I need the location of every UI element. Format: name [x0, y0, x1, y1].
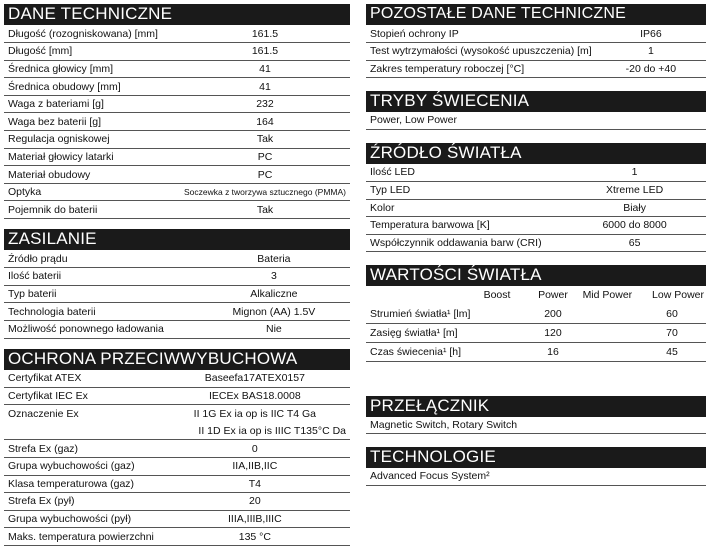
- section-tryby: [366, 91, 706, 130]
- table-row: [366, 181, 706, 199]
- table-row: [4, 78, 350, 96]
- row-label: Materiał obudowy: [4, 166, 180, 184]
- row-value: Alkaliczne: [198, 285, 350, 303]
- row-value: 161.5: [180, 43, 350, 61]
- table-row: [4, 387, 350, 405]
- section-technologie: [366, 447, 706, 486]
- section-ochrona: [4, 349, 350, 546]
- table-header-row: [366, 286, 706, 304]
- row-value: 3: [198, 268, 350, 286]
- spec-table: [4, 25, 350, 219]
- table-row: [4, 183, 350, 201]
- row-value: [577, 342, 638, 361]
- table-row: [366, 25, 706, 43]
- row-label: Materiał głowicy latarki: [4, 148, 180, 166]
- table-row: [4, 320, 350, 338]
- row-value: 16: [529, 342, 577, 361]
- table-row: [4, 440, 350, 458]
- row-label: Oznaczenie Ex: [8, 407, 79, 420]
- row-label: Kolor: [366, 199, 563, 217]
- table-row: [366, 199, 706, 217]
- row-value: Mignon (AA) 1.5V: [198, 303, 350, 321]
- row-value: Nie: [198, 320, 350, 338]
- row-label: Test wytrzymałości (wysokość upuszczenia) [m]: [366, 43, 596, 61]
- table-row: [366, 60, 706, 78]
- row-label: Źródło prądu: [4, 250, 198, 268]
- table-row: [4, 370, 350, 388]
- section-title: POZOSTAŁE DANE TECHNICZNE: [366, 4, 706, 25]
- row-value: Bateria: [198, 250, 350, 268]
- table-row: [4, 148, 350, 166]
- row-label: Średnica głowicy [mm]: [4, 60, 180, 78]
- row-label: Grupa wybuchowości (gaz): [4, 457, 160, 475]
- row-value: 1: [596, 43, 706, 61]
- row-value: 70: [638, 323, 706, 342]
- row-value: II 1G Ex ia op is IIC T4 Ga: [193, 407, 317, 420]
- table-row: [366, 43, 706, 61]
- table-row: [4, 201, 350, 219]
- row-label: Strumień światła¹ [lm]: [366, 304, 482, 323]
- table-row: [4, 528, 350, 546]
- table-row: [4, 457, 350, 475]
- row-value: [577, 304, 638, 323]
- table-row: [4, 475, 350, 493]
- row-value: PC: [180, 148, 350, 166]
- row-label: Czas świecenia¹ [h]: [366, 342, 482, 361]
- table-row: [366, 323, 706, 342]
- table-row: [4, 131, 350, 149]
- row-label: Typ LED: [366, 181, 563, 199]
- table-row: [366, 304, 706, 323]
- section-title: PRZEŁĄCZNIK: [366, 396, 706, 417]
- spec-table: [366, 164, 706, 252]
- row-value: 41: [180, 78, 350, 96]
- section-text: Magnetic Switch, Rotary Switch: [366, 417, 706, 435]
- row-value: 60: [638, 304, 706, 323]
- row-value: PC: [180, 166, 350, 184]
- right-column: [366, 4, 706, 486]
- col-header: Power: [538, 289, 568, 302]
- table-row: [4, 60, 350, 78]
- row-value: [482, 323, 530, 342]
- row-label: Ilość LED: [366, 164, 563, 182]
- row-value: 1: [563, 164, 706, 182]
- table-row: [4, 43, 350, 61]
- table-row: [4, 422, 350, 440]
- row-value: [482, 342, 530, 361]
- section-title: OCHRONA PRZECIWWYBUCHOWA: [4, 349, 350, 370]
- section-zrodlo: [366, 143, 706, 252]
- row-label: Typ baterii: [4, 285, 198, 303]
- row-value: 41: [180, 60, 350, 78]
- row-label: Pojemnik do baterii: [4, 201, 180, 219]
- row-value: 65: [563, 234, 706, 252]
- row-label: Certyfikat IEC Ex: [4, 387, 160, 405]
- row-value: II 1D Ex ia op is IIIC T135°C Da: [160, 422, 350, 440]
- row-value: 135 °C: [160, 528, 350, 546]
- section-pozostale: [366, 4, 706, 78]
- row-label: Waga bez baterii [g]: [4, 113, 180, 131]
- row-label: Regulacja ogniskowej: [4, 131, 180, 149]
- light-values-table: [366, 286, 706, 362]
- section-dane-techniczne: [4, 4, 350, 219]
- row-value: T4: [160, 475, 350, 493]
- table-row: [366, 164, 706, 182]
- row-label: Zakres temperatury roboczej [°C]: [366, 60, 596, 78]
- section-title: TRYBY ŚWIECENIA: [366, 91, 706, 112]
- row-value: Biały: [563, 199, 706, 217]
- section-title: ZASILANIE: [4, 229, 350, 250]
- row-label: Stopień ochrony IP: [366, 25, 596, 43]
- row-label: Możliwość ponownego ładowania: [4, 320, 198, 338]
- table-row: [4, 405, 350, 423]
- section-przelacznik: [366, 396, 706, 435]
- table-row: [4, 285, 350, 303]
- row-label: Klasa temperaturowa (gaz): [4, 475, 160, 493]
- table-row: [4, 250, 350, 268]
- row-label: Średnica obudowy [mm]: [4, 78, 180, 96]
- section-title: ŹRÓDŁO ŚWIATŁA: [366, 143, 706, 164]
- spec-table: [4, 250, 350, 338]
- table-row: [4, 303, 350, 321]
- row-value: 45: [638, 342, 706, 361]
- col-header: Boost: [483, 289, 511, 302]
- row-value: 20: [160, 493, 350, 511]
- table-row: [4, 166, 350, 184]
- row-value: [482, 304, 530, 323]
- row-label: Technologia baterii: [4, 303, 198, 321]
- row-value: Xtreme LED: [563, 181, 706, 199]
- row-label: Strefa Ex (gaz): [4, 440, 160, 458]
- row-value: IIIA,IIIB,IIIC: [160, 510, 350, 528]
- row-label: Długość [mm]: [4, 43, 180, 61]
- row-value: 232: [180, 95, 350, 113]
- row-value: IIA,IIB,IIC: [160, 457, 350, 475]
- spec-table: [366, 25, 706, 78]
- row-value: 200: [529, 304, 577, 323]
- row-label: Waga z bateriami [g]: [4, 95, 180, 113]
- table-row: [4, 268, 350, 286]
- row-value: Tak: [180, 131, 350, 149]
- row-label: Zasięg światła¹ [m]: [366, 323, 482, 342]
- row-value: IP66: [596, 25, 706, 43]
- spec-table: [4, 370, 350, 546]
- left-column: [4, 4, 350, 546]
- section-wartosci: [366, 265, 706, 362]
- row-value: [577, 323, 638, 342]
- row-label: Maks. temperatura powierzchni: [4, 528, 160, 546]
- table-row: [4, 493, 350, 511]
- row-label: Grupa wybuchowości (pył): [4, 510, 160, 528]
- row-value: IECEx BAS18.0008: [160, 387, 350, 405]
- table-row: [366, 234, 706, 252]
- row-value: Baseefa17ATEX0157: [160, 370, 350, 388]
- row-label: [4, 422, 160, 440]
- row-label: Ilość baterii: [4, 268, 198, 286]
- row-value: 164: [180, 113, 350, 131]
- table-row: [4, 113, 350, 131]
- row-label: Długość (rozogniskowana) [mm]: [4, 25, 180, 43]
- section-title: DANE TECHNICZNE: [4, 4, 350, 25]
- row-value: 161.5: [180, 25, 350, 43]
- section-zasilanie: [4, 229, 350, 338]
- row-label: Optyka: [4, 183, 180, 201]
- section-text: Advanced Focus System²: [366, 468, 706, 486]
- table-row: [366, 217, 706, 235]
- row-value: Soczewka z tworzywa sztucznego (PMMA): [180, 183, 350, 201]
- section-text: Power, Low Power: [366, 112, 706, 130]
- table-row: [4, 510, 350, 528]
- col-header: Mid Power: [582, 289, 633, 302]
- row-label: Temperatura barwowa [K]: [366, 217, 563, 235]
- row-label: Certyfikat ATEX: [4, 370, 160, 388]
- section-title: WARTOŚCI ŚWIATŁA: [366, 265, 706, 286]
- table-row: [4, 95, 350, 113]
- section-title: TECHNOLOGIE: [366, 447, 706, 468]
- row-label: Współczynnik oddawania barw (CRI): [366, 234, 563, 252]
- col-header: Low Power: [652, 289, 704, 302]
- col-header: [366, 286, 482, 304]
- row-value: 0: [160, 440, 350, 458]
- row-value: Tak: [180, 201, 350, 219]
- table-row: [4, 25, 350, 43]
- row-value: 6000 do 8000: [563, 217, 706, 235]
- table-row: [366, 342, 706, 361]
- row-value: 120: [529, 323, 577, 342]
- row-value: -20 do +40: [596, 60, 706, 78]
- row-label: Strefa Ex (pył): [4, 493, 160, 511]
